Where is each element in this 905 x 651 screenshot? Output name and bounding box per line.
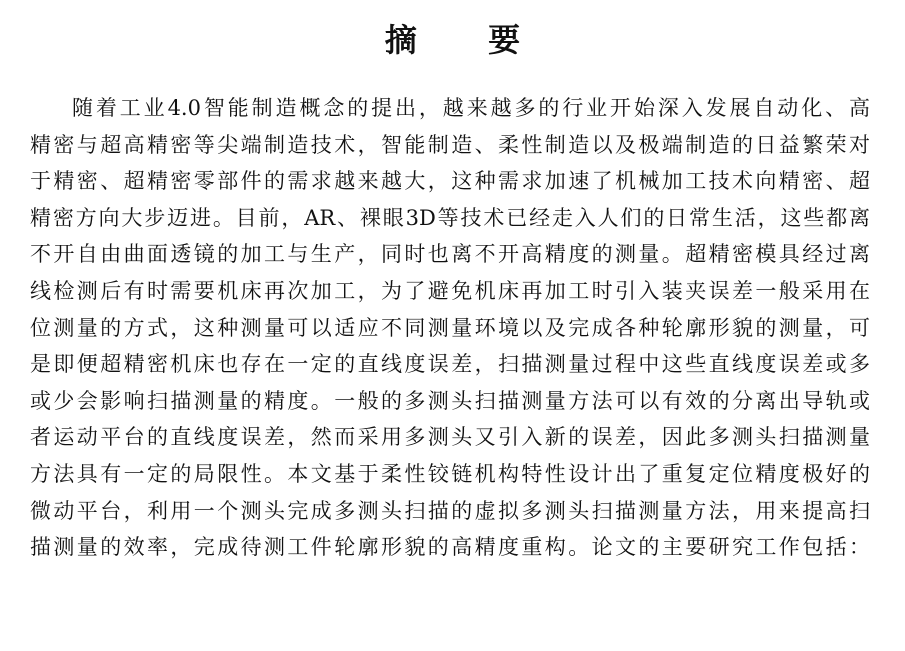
text-line: 位测量的方式，这种测量可以适应不同测量环境以及完成各种轮廓形貌的测量，可: [30, 315, 870, 340]
text-line: 精密与超高精密等尖端制造技术，智能制造、柔性制造以及极端制造的日益繁荣对: [30, 132, 870, 157]
text-line: 线检测后有时需要机床再次加工，为了避免机床再加工时引入装夹误差一般采用在: [30, 278, 870, 303]
text-line: 于精密、超精密零部件的需求越来越大，这种需求加速了机械加工技术向精密、超: [30, 169, 870, 194]
text-line: 描测量的效率，完成待测工件轮廓形貌的高精度重构。论文的主要研究工作包括：: [30, 535, 870, 560]
text-line: 不开自由曲面透镜的加工与生产，同时也离不开高精度的测量。超精密模具经过离: [30, 242, 870, 267]
text-line: 随着工业4.0智能制造概念的提出，越来越多的行业开始深入发展自动化、高: [72, 96, 870, 120]
text-line: 精密方向大步迈进。目前，AR、裸眼3D等技术已经走入人们的日常生活，这些都离: [30, 205, 870, 230]
page-title: 摘 要: [384, 21, 551, 59]
text-line: 是即便超精密机床也存在一定的直线度误差，扫描测量过程中这些直线度误差或多: [30, 352, 870, 377]
abstract-paragraph: [30, 90, 870, 566]
text-line: 者运动平台的直线度误差，然而采用多测头又引入新的误差，因此多测头扫描测量: [30, 425, 870, 450]
text-line: 或少会影响扫描测量的精度。一般的多测头扫描测量方法可以有效的分离出导轨或: [30, 388, 870, 413]
text-line: 方法具有一定的局限性。本文基于柔性铰链机构特性设计出了重复定位精度极好的: [30, 461, 870, 486]
text-line: 微动平台，利用一个测头完成多测头扫描的虚拟多测头扫描测量方法，用来提高扫: [30, 498, 870, 523]
